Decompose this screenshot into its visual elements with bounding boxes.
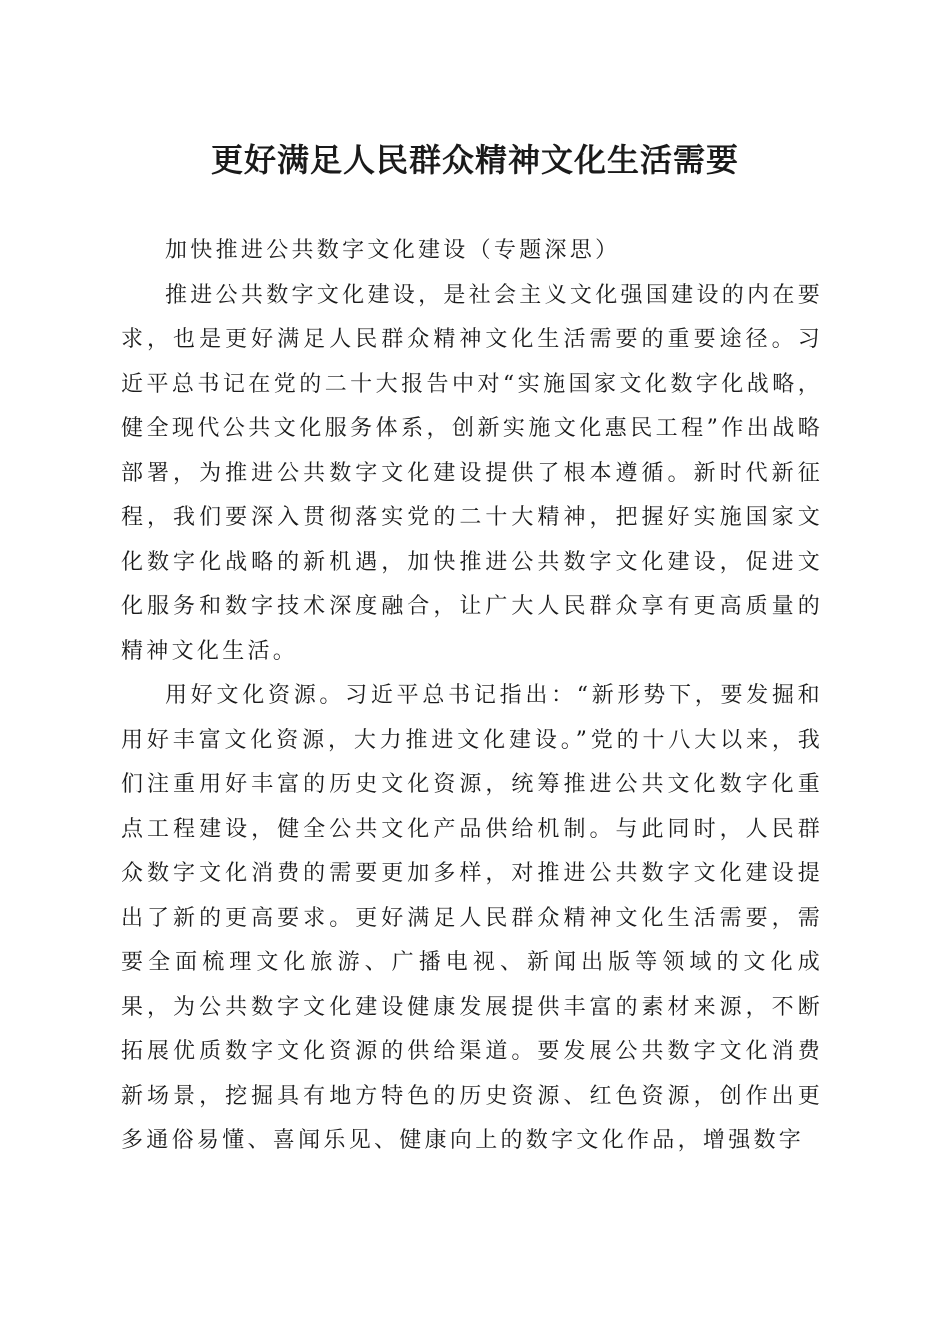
document-title: 更好满足人民群众精神文化生活需要 (210, 141, 739, 179)
subtitle-paragraph: 加快推进公共数字文化建设（专题深思） (165, 238, 621, 263)
body-paragraph: 推进公共数字文化建设，是社会主义文化强国建设的内在要求，也是更好满足人民群众精神文化生活需要的重要途径。习近平总书记在党的二十大报告中对“实施国家文化数字化战略，健全现代公共文化服务体系，创新实施文化惠民工程”作出战略部署，为推进公共数字文化建设提供了根本遵循。新时代新征程，我们要深入贯彻落实党的二十大精神，把握好实施国家文化数字化战略的新机遇，加快推进公共数字文化建设，促进文化服务和数字技术深度融合，让广大人民群众享有更高质量的精神文化生活。 (121, 282, 823, 664)
document-body (121, 229, 823, 1164)
body-paragraph: 用好文化资源。习近平总书记指出：“新形势下，要发掘和用好丰富文化资源，大力推进文化建设。”党的十八大以来，我们注重用好丰富的历史文化资源，统筹推进公共文化数字化重点工程建设，健全公共文化产品供给机制。与此同时，人民群众数字文化消费的需要更加多样，对推进公共数字文化建设提出了新的更高要求。更好满足人民群众精神文化生活需要，需要全面梳理文化旅游、广播电视、新闻出版等领域的文化成果，为公共数字文化建设健康发展提供丰富的素材来源，不断拓展优质数字文化资源的供给渠道。要发展公共数字文化消费新场景，挖掘具有地方特色的历史资源、红色资源，创作出更多通俗易懂、喜闻乐见、健康向上的数字文化作品，增强数字 (121, 683, 823, 1153)
